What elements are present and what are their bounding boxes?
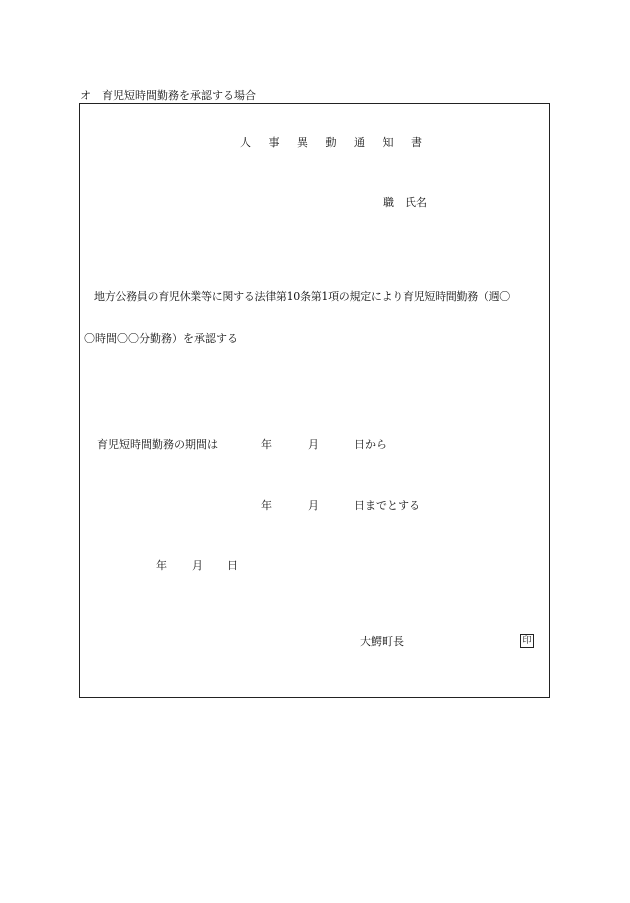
section-heading: オ 育児短時間勤務を承認する場合 (80, 89, 256, 102)
period-start-day: 日から (354, 438, 387, 451)
issue-date-month: 月 (192, 559, 203, 572)
period-end-month: 月 (308, 499, 319, 512)
addressee-line: 職 氏名 (383, 196, 427, 209)
period-label: 育児短時間勤務の期間は (97, 438, 218, 451)
period-start-year: 年 (261, 438, 272, 451)
issue-date-day: 日 (227, 559, 238, 572)
document-title: 人 事 異 動 通 知 書 (240, 136, 429, 149)
period-end-year: 年 (261, 499, 272, 512)
notice-form (79, 103, 550, 698)
issuer-name: 大鰐町長 (360, 635, 404, 648)
period-end-day: 日までとする (354, 499, 420, 512)
seal-icon: 印 (520, 634, 534, 648)
period-start-month: 月 (308, 438, 319, 451)
body-text-line-1: 地方公務員の育児休業等に関する法律第10条第1項の規定により育児短時間勤務（週〇 (94, 290, 510, 303)
body-text-line-2: 〇時間〇〇分勤務）を承認する (84, 332, 238, 345)
issue-date-year: 年 (156, 559, 167, 572)
